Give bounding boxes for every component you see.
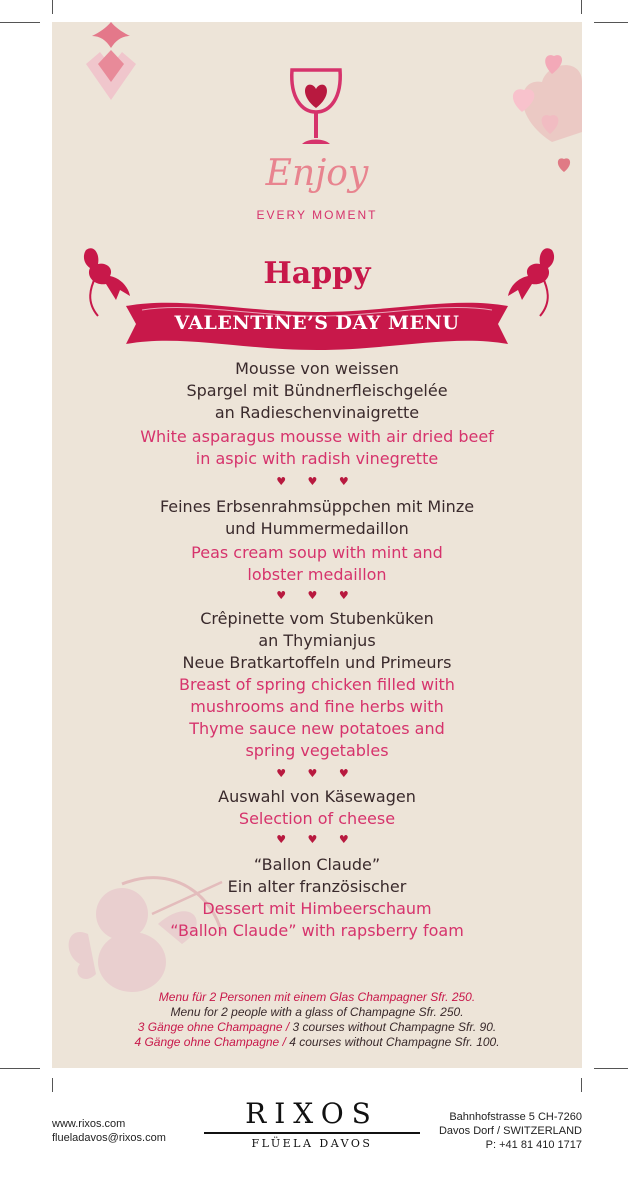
course-en-line: spring vegetables — [245, 741, 389, 760]
course-de-line: Ein alter französischer — [227, 877, 407, 896]
course-en-line: Dessert mit Himbeerschaum — [202, 899, 432, 918]
course-de-line: Spargel mit Bündnerfleischgelée — [186, 381, 448, 400]
crop-mark — [52, 0, 53, 14]
address-line: Davos Dorf / SWITZERLAND — [438, 1125, 582, 1137]
note-en: 3 courses without Champagne Sfr. 90. — [292, 1020, 497, 1034]
wine-glass-heart-icon — [286, 68, 346, 150]
happy-title: Happy — [263, 256, 371, 291]
enjoy-script: Enjoy — [265, 153, 369, 194]
course-en-line: Thyme sauce new potatoes and — [189, 719, 445, 738]
course-de-line: Feines Erbsenrahmsüppchen mit Minze — [159, 497, 475, 516]
crop-mark — [0, 22, 40, 23]
email-link[interactable]: flueladavos@rixos.com — [52, 1132, 166, 1144]
footer-address — [439, 1110, 582, 1152]
website-link[interactable]: www.rixos.com — [52, 1118, 126, 1130]
course-en-line: Breast of spring chicken filled with — [179, 675, 455, 694]
note-line — [52, 1020, 582, 1035]
heart-separator: ♥ ♥ ♥ — [276, 767, 358, 780]
course-en-line: Peas cream soup with mint and — [191, 543, 443, 562]
fleur-icon — [82, 22, 140, 102]
price-notes — [52, 990, 582, 1050]
tagline: EVERY MOMENT — [256, 208, 378, 222]
note-de: 3 Gänge ohne Champagne / — [137, 1020, 293, 1034]
course-de-line: an Radieschenvinaigrette — [214, 403, 420, 422]
course-de-line: Mousse von weissen — [235, 359, 399, 378]
course-en-line: lobster medaillon — [247, 565, 387, 584]
course-de-line: Auswahl von Käsewagen — [218, 787, 416, 806]
note-line: Menu für 2 Personen mit einem Glas Champagner Sfr. 250. — [158, 990, 476, 1004]
course-en-line: in aspic with radish vinegrette — [195, 449, 439, 468]
course-en-line: mushrooms and fine herbs with — [190, 697, 444, 716]
course-en-line: “Ballon Claude” with rapsberry foam — [170, 921, 464, 940]
heart-separator: ♥ ♥ ♥ — [276, 833, 358, 846]
course-de-line: und Hummermedaillon — [225, 519, 409, 538]
note-line — [52, 1035, 582, 1050]
course-1 — [52, 358, 582, 470]
crop-mark — [581, 0, 582, 14]
note-en: 4 courses without Champagne Sfr. 100. — [289, 1035, 500, 1049]
course-de-line: Crêpinette vom Stubenküken — [200, 609, 434, 628]
crop-mark — [594, 22, 628, 23]
heart-separator: ♥ ♥ ♥ — [276, 589, 358, 602]
footer-contact — [52, 1117, 166, 1145]
brand-name: RIXOS — [245, 1097, 379, 1130]
course-en-line: White asparagus mousse with air dried beef — [140, 427, 494, 446]
course-3 — [52, 608, 582, 762]
note-de: 4 Gänge ohne Champagne / — [134, 1035, 290, 1049]
course-4 — [52, 786, 582, 830]
logo-rule — [204, 1132, 420, 1134]
banner-title: VALENTINE’S DAY MENU — [174, 312, 460, 334]
menu-card — [52, 22, 582, 1068]
crop-mark — [594, 1068, 628, 1069]
phone: P: +41 81 410 1717 — [485, 1139, 582, 1151]
address-line: Bahnhofstrasse 5 CH-7260 — [449, 1111, 582, 1123]
brand-location: FLÜELA DAVOS — [251, 1137, 373, 1150]
course-2 — [52, 496, 582, 586]
crop-mark — [0, 1068, 40, 1069]
heart-separator: ♥ ♥ ♥ — [276, 475, 358, 488]
course-de-line: an Thymianjus — [258, 631, 376, 650]
course-en-line: Selection of cheese — [238, 809, 396, 828]
course-5 — [52, 854, 582, 942]
rixos-logo — [204, 1098, 420, 1150]
course-de-line: Neue Bratkartoffeln und Primeurs — [182, 653, 452, 672]
course-de-line: “Ballon Claude” — [253, 855, 381, 874]
crop-mark — [52, 1078, 53, 1092]
note-line: Menu for 2 people with a glass of Champagne Sfr. 250. — [170, 1005, 464, 1019]
crop-mark — [581, 1078, 582, 1092]
